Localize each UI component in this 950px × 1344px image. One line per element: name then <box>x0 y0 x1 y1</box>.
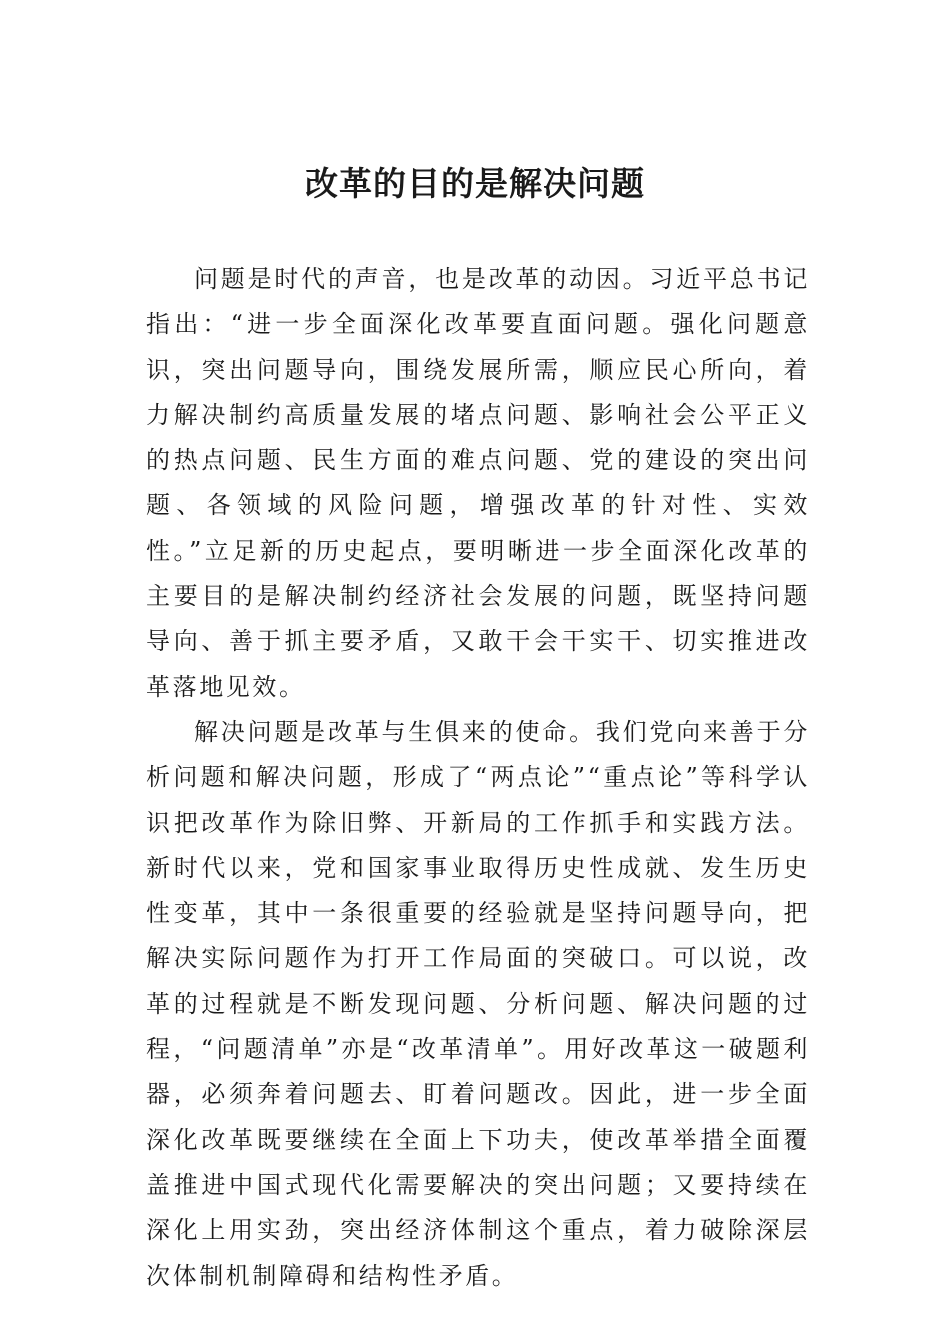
document-title: 改革的目的是解决问题 <box>305 164 645 203</box>
document-body <box>146 257 810 1299</box>
paragraph-1: 问题是时代的声音，也是改革的动因。习近平总书记指出：“进一步全面深化改革要直面问题。强化问题意识，突出问题导向，围绕发展所需，顺应民心所向，着力解决制约高质量发展的堵点问题、影响社会公平正义的热点问题、民生方面的难点问题、党的建设的突出问题、各领域的风险问题，增强改革的针对性、实效性。”立足新的历史起点，要明晰进一步全面深化改革的主要目的是解决制约经济社会发展的问题，既坚持问题导向、善于抓主要矛盾，又敢干会干实干、切实推进改革落地见效。 <box>146 265 810 701</box>
paragraph-2: 解决问题是改革与生俱来的使命。我们党向来善于分析问题和解决问题，形成了“两点论”“重点论”等科学认识把改革作为除旧弊、开新局的工作抓手和实践方法。新时代以来，党和国家事业取得历史性成就、发生历史性变革，其中一条很重要的经验就是坚持问题导向，把解决实际问题作为打开工作局面的突破口。可以说，改革的过程就是不断发现问题、分析问题、解决问题的过程，“问题清单”亦是“改革清单”。用好改革这一破题利器，必须奔着问题去、盯着问题改。因此，进一步全面深化改革既要继续在全面上下功夫，使改革举措全面覆盖推进中国式现代化需要解决的突出问题；又要持续在深化上用实劲，突出经济体制这个重点，着力破除深层次体制机制障碍和结构性矛盾。 <box>146 717 810 1290</box>
